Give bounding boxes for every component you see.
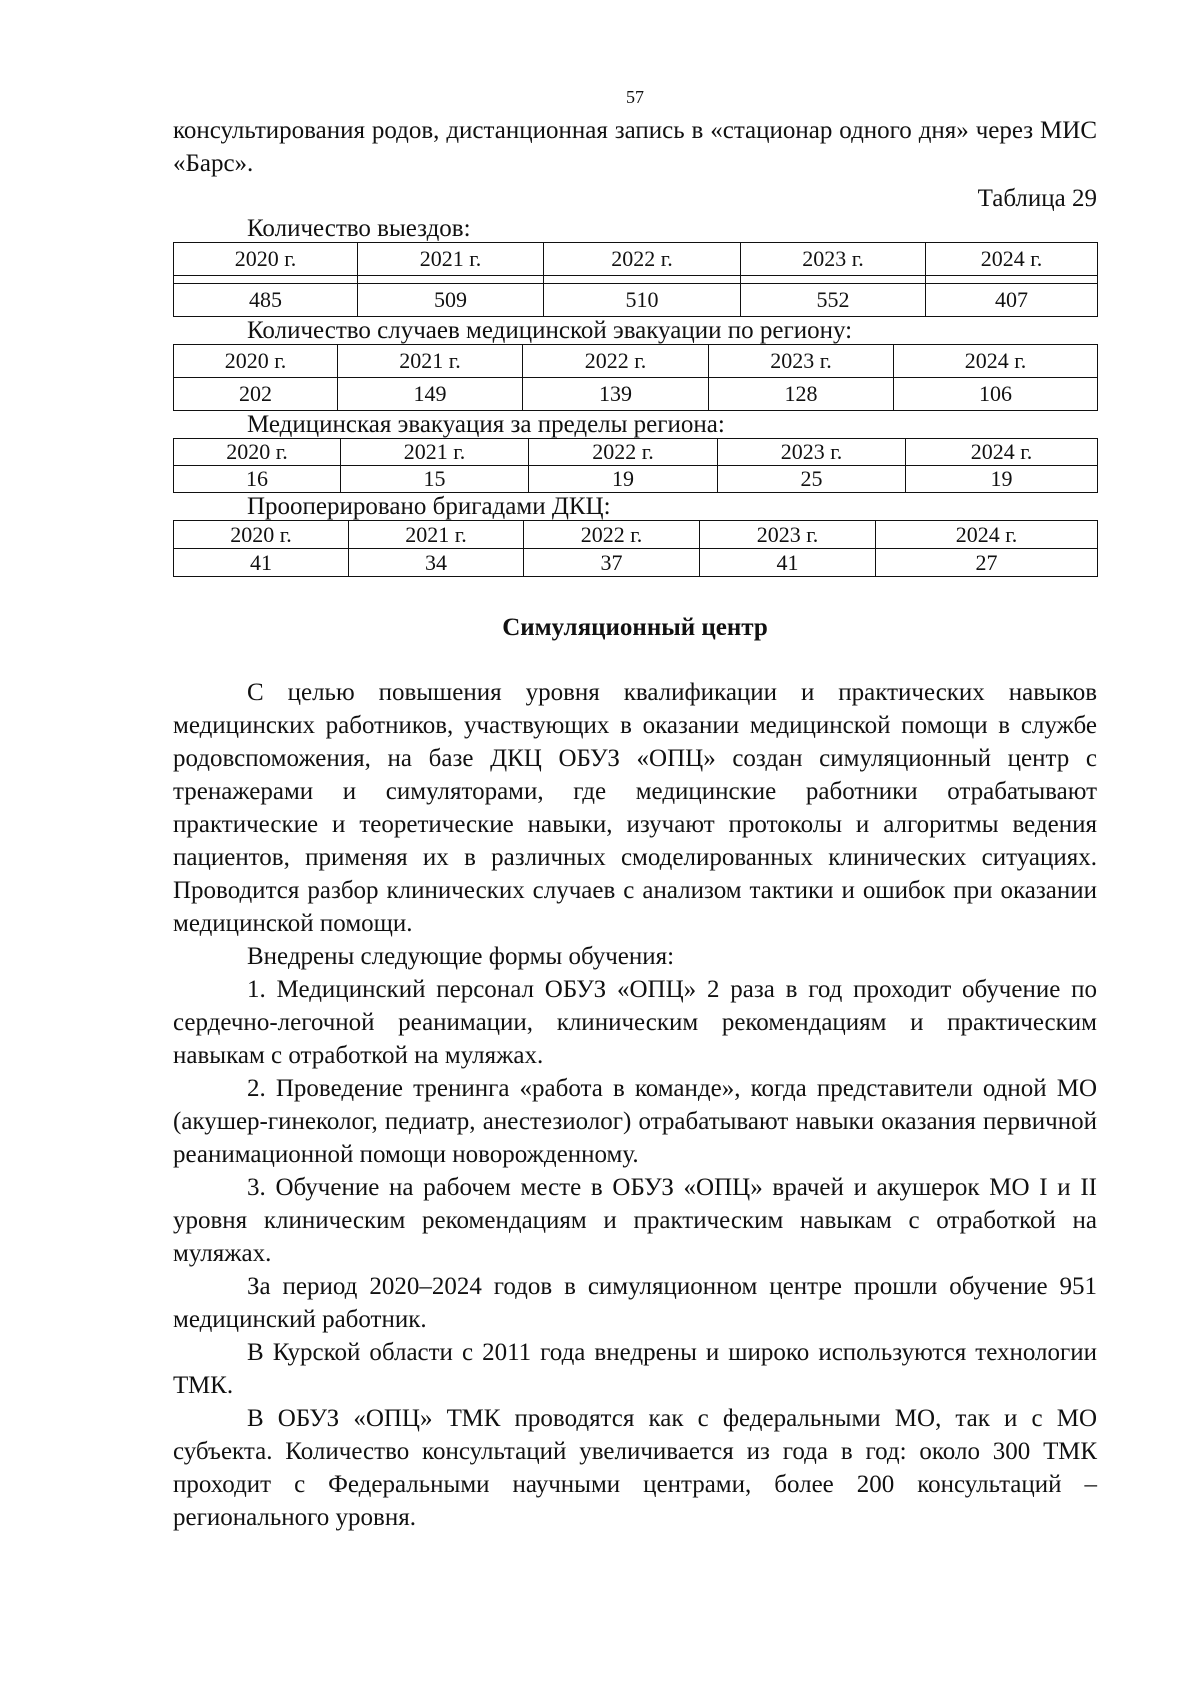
table-header-cell: 2024 г. [876,521,1098,549]
table-value-cell: 407 [926,284,1098,317]
table-header-cell: 2020 г. [174,439,341,466]
table-header-cell: 2021 г. [349,521,524,549]
table-caption-operations: Прооперировано бригадами ДКЦ: [247,493,611,520]
table-value-cell: 27 [876,549,1098,577]
section-title: Симуляционный центр [502,614,768,641]
table-header-cell: 2022 г. [524,521,700,549]
table-caption-trips: Количество выездов: [247,215,471,242]
table-value-cell: 485 [174,284,358,317]
table-header-cell: 2022 г. [529,439,718,466]
page-content [173,114,1097,1534]
table-spacer-row [174,276,1098,284]
list-item-paragraph: 3. Обучение на рабочем месте в ОБУЗ «ОПЦ» врачей и акушерок МО I и II уровня клиническим рекомендациям и практическим навыкам с отработкой на муляжах. [173,1174,1097,1267]
table-trips [173,242,1098,317]
table-header-row [174,439,1098,466]
table-header-cell: 2024 г. [906,439,1098,466]
table-header-row [174,345,1098,378]
body-paragraph: С целью повышения уровня квалификации и практических навыков медицинских работников, участвующих в оказании медицинской помощи в службе родовспоможения, на базе ДКЦ ОБУЗ «ОПЦ» создан симуляционный центр с тренажерами и симуляторами, где медицинские работники отрабатывают практические и теоретические навыки, изучают протоколы и алгоритмы ведения пациентов, применяя их в различных смоделированных клинических ситуациях. Проводится разбор клинических случаев с анализом тактики и ошибок при оказании медицинской помощи. [173,679,1097,937]
table-header-cell: 2021 г. [358,243,544,276]
table-value-cell: 552 [741,284,926,317]
table-value-row [174,378,1098,411]
body-paragraph: В Курской области с 2011 года внедрены и широко используются технологии ТМК. [173,1339,1097,1399]
table-header-cell: 2021 г. [341,439,529,466]
table-operations [173,520,1098,577]
table-header-cell: 2024 г. [926,243,1098,276]
table-value-cell: 15 [341,466,529,493]
table-value-cell: 149 [338,378,523,411]
table-header-row [174,243,1098,276]
table-value-cell: 16 [174,466,341,493]
table-value-cell: 19 [529,466,718,493]
table-value-cell: 128 [709,378,894,411]
table-header-cell: 2022 г. [523,345,709,378]
list-item-paragraph: 1. Медицинский персонал ОБУЗ «ОПЦ» 2 раза в год проходит обучение по сердечно-легочной реанимации, клиническим рекомендациям и практическим навыкам с отработкой на муляжах. [173,976,1097,1069]
table-value-cell: 510 [544,284,741,317]
table-header-row [174,521,1098,549]
table-header-cell: 2023 г. [709,345,894,378]
table-value-cell: 41 [174,549,349,577]
page-number: 57 [626,87,644,107]
table-header-cell: 2023 г. [700,521,876,549]
table-header-cell: 2022 г. [544,243,741,276]
table-value-cell: 509 [358,284,544,317]
table-value-cell: 202 [174,378,338,411]
table-value-cell: 41 [700,549,876,577]
table-caption-evacuation-region: Количество случаев медицинской эвакуации по региону: [247,317,853,344]
table-value-cell: 34 [349,549,524,577]
table-value-row [174,284,1098,317]
table-label: Таблица 29 [977,185,1097,212]
table-header-cell: 2021 г. [338,345,523,378]
table-header-cell: 2023 г. [741,243,926,276]
table-header-cell: 2020 г. [174,243,358,276]
body-paragraph: Внедрены следующие формы обучения: [247,943,675,970]
table-value-row [174,466,1098,493]
table-value-cell: 19 [906,466,1098,493]
table-header-cell: 2020 г. [174,521,349,549]
list-item-paragraph: 2. Проведение тренинга «работа в команде», когда представители одной МО (акушер-гинеколог, педиатр, анестезиолог) отрабатывают навыки оказания первичной реанимационной помощи новорожденному. [173,1075,1097,1168]
intro-paragraph: консультирования родов, дистанционная запись в «стационар одного дня» через МИС «Барс». [173,117,1097,177]
table-value-cell: 139 [523,378,709,411]
table-value-cell: 106 [894,378,1098,411]
table-caption-evacuation-outside: Медицинская эвакуация за пределы региона: [247,411,725,438]
table-header-cell: 2024 г. [894,345,1098,378]
body-paragraph: За период 2020–2024 годов в симуляционном центре прошли обучение 951 медицинский работник. [173,1273,1097,1333]
table-evacuation-region [173,344,1098,411]
table-evacuation-outside [173,438,1098,493]
table-value-cell: 25 [718,466,906,493]
table-value-cell: 37 [524,549,700,577]
body-paragraph: В ОБУЗ «ОПЦ» ТМК проводятся как с федеральными МО, так и с МО субъекта. Количество консультаций увеличивается из года в год: около 300 ТМК проходит с Федеральными научными центрами, более 200 консультаций – регионального уровня. [173,1405,1097,1531]
table-header-cell: 2020 г. [174,345,338,378]
table-header-cell: 2023 г. [718,439,906,466]
table-value-row [174,549,1098,577]
